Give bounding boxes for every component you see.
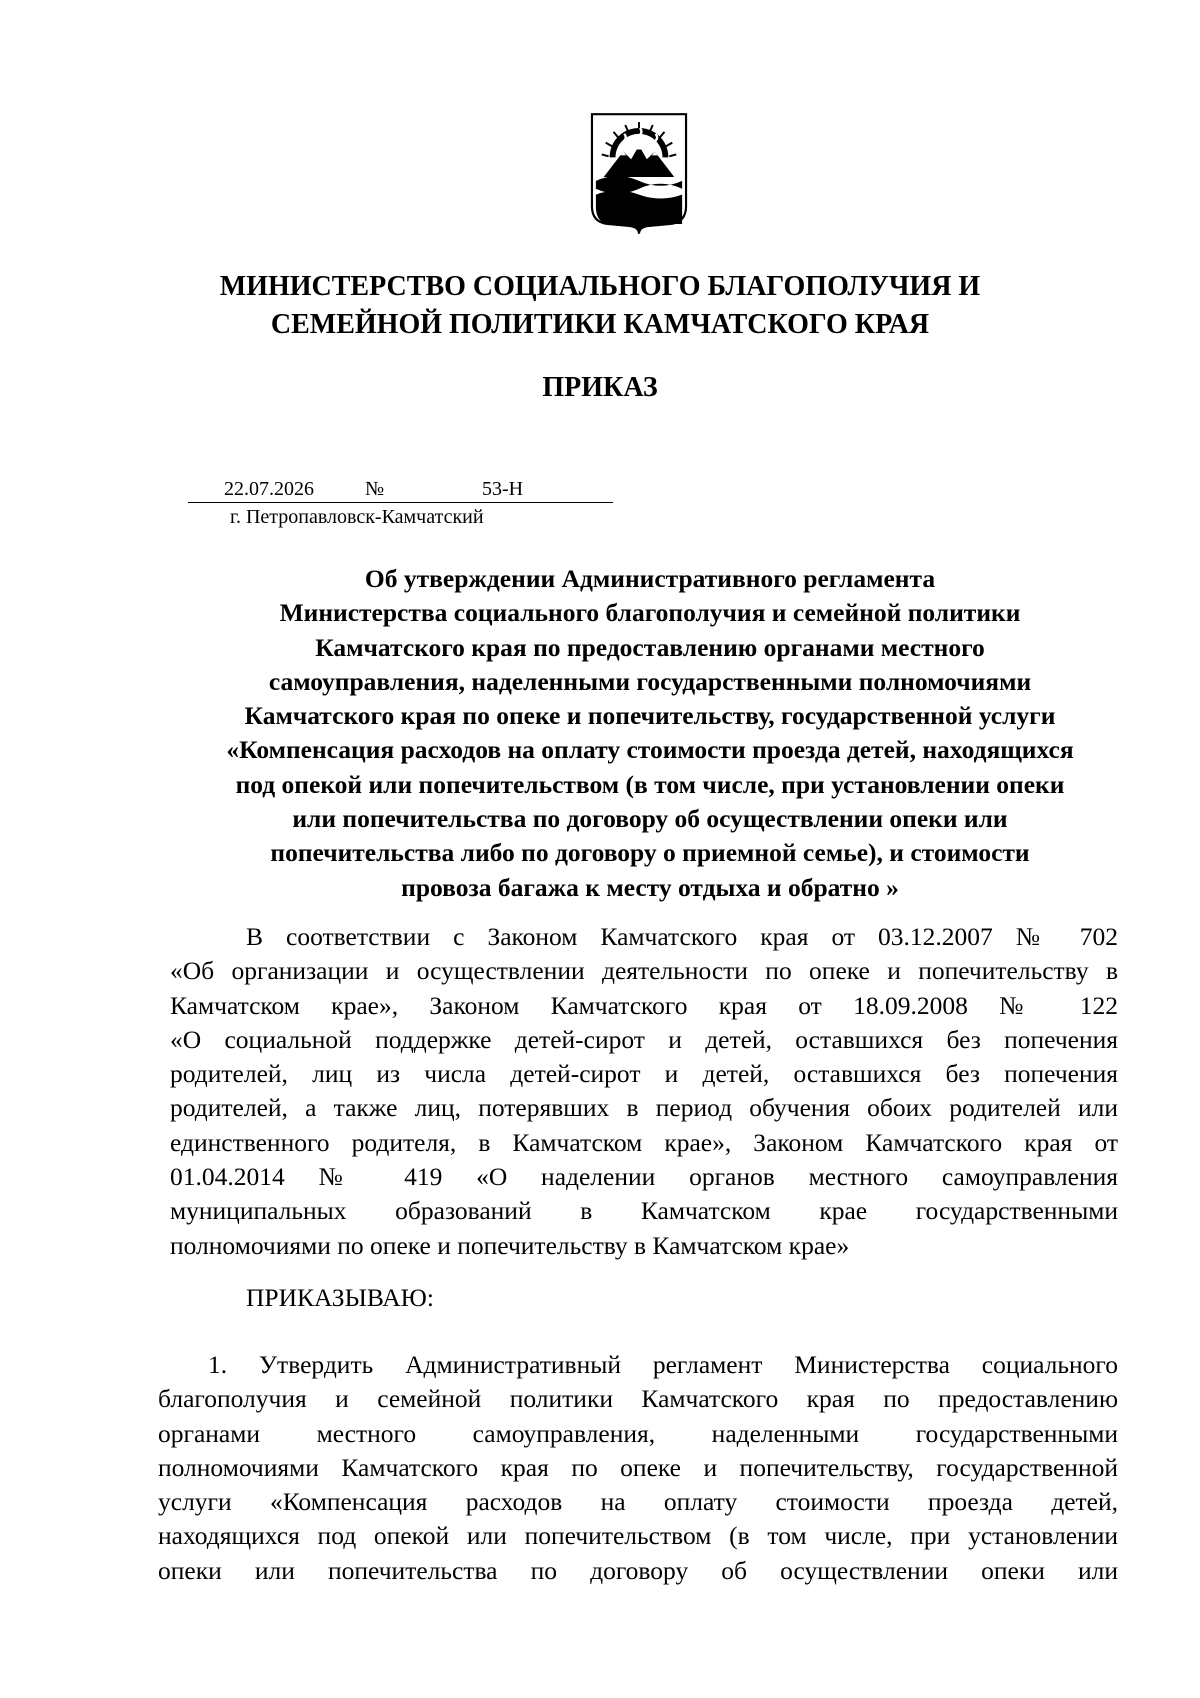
item-1-paragraph bbox=[158, 1348, 1118, 1588]
kamchatka-coat-of-arms-icon bbox=[590, 112, 688, 236]
subject-line: под опекой или попечительством (в том числе, при установлении опеки bbox=[235, 769, 1065, 799]
preamble-line: Камчатском крае», Законом Камчатского края от 18.09.2008 № 122 bbox=[170, 990, 1118, 1020]
preamble-line: единственного родителя, в Камчатском крае», Законом Камчатского края от bbox=[170, 1127, 1118, 1157]
ministry-name-line-1: МИНИСТЕРСТВО СОЦИАЛЬНОГО БЛАГОПОЛУЧИЯ И bbox=[219, 271, 981, 302]
document-type-title: ПРИКАЗ bbox=[542, 372, 658, 403]
preamble-line: «О социальной поддержке детей-сирот и детей, оставшихся без попечения bbox=[170, 1024, 1118, 1054]
item-1-line: находящихся под опекой или попечительством (в том числе, при установлении bbox=[158, 1521, 1118, 1551]
orders-word: ПРИКАЗЫВАЮ: bbox=[246, 1283, 434, 1312]
subject-line: самоуправления, наделенными государственными полномочиями bbox=[268, 666, 1032, 696]
ministry-name bbox=[150, 268, 1050, 344]
preamble-line: полномочиями по опеке и попечительству в Камчатском крае» bbox=[170, 1230, 850, 1260]
item-1-line: полномочиями Камчатского края по опеке и попечительству, государственной bbox=[158, 1452, 1118, 1482]
item-1-line: услуги «Компенсация расходов на оплату стоимости проезда детей, bbox=[158, 1487, 1118, 1517]
order-number: 53-Н bbox=[482, 478, 524, 500]
preamble-line: муниципальных образований в Камчатском крае государственными bbox=[170, 1196, 1118, 1226]
preamble-line: «Об организации и осуществлении деятельности по опеке и попечительству в bbox=[170, 956, 1118, 986]
preamble-line: родителей, лиц из числа детей-сирот и детей, оставшихся без попечения bbox=[170, 1059, 1118, 1089]
preamble-line: родителей, а также лиц, потерявших в период обучения обоих родителей или bbox=[170, 1093, 1118, 1123]
subject-line: Министерства социального благополучия и семейной политики bbox=[279, 598, 1021, 628]
item-1-line: опеки или попечительства по договору об осуществлении опеки или bbox=[158, 1555, 1118, 1585]
preamble-paragraph bbox=[170, 920, 1118, 1263]
subject-line: провоза багажа к месту отдыха и обратно » bbox=[401, 872, 899, 902]
number-sign: № bbox=[365, 478, 385, 500]
subject-line: «Компенсация расходов на оплату стоимости проезда детей, находящихся bbox=[226, 735, 1074, 765]
preamble-line: В соответствии с Законом Камчатского края от 03.12.2007 № 702 bbox=[246, 922, 1118, 951]
ministry-name-line-2: СЕМЕЙНОЙ ПОЛИТИКИ КАМЧАТСКОГО КРАЯ bbox=[270, 309, 930, 340]
order-subject bbox=[170, 562, 1130, 905]
item-1-line: благополучия и семейной политики Камчатского края по предоставлению bbox=[158, 1384, 1118, 1414]
item-1-line: органами местного самоуправления, наделенными государственными bbox=[158, 1418, 1118, 1448]
subject-line: Об утверждении Административного регламента bbox=[364, 564, 936, 593]
subject-line: Камчатского края по предоставлению органами местного bbox=[315, 632, 985, 662]
subject-line: или попечительства по договору об осуществлении опеки или bbox=[292, 804, 1008, 834]
item-1-line: 1. Утвердить Административный регламент Министерства социального bbox=[208, 1350, 1118, 1379]
order-date: 22.07.2026 bbox=[224, 478, 314, 500]
registration-line bbox=[188, 476, 613, 503]
issue-city: г. Петропавловск-Камчатский bbox=[230, 506, 484, 528]
preamble-line: 01.04.2014 № 419 «О наделении органов местного самоуправления bbox=[170, 1162, 1118, 1192]
subject-line: Камчатского края по опеке и попечительству, государственной услуги bbox=[244, 701, 1056, 731]
subject-line: попечительства либо по договору о приемной семье), и стоимости bbox=[270, 838, 1030, 868]
